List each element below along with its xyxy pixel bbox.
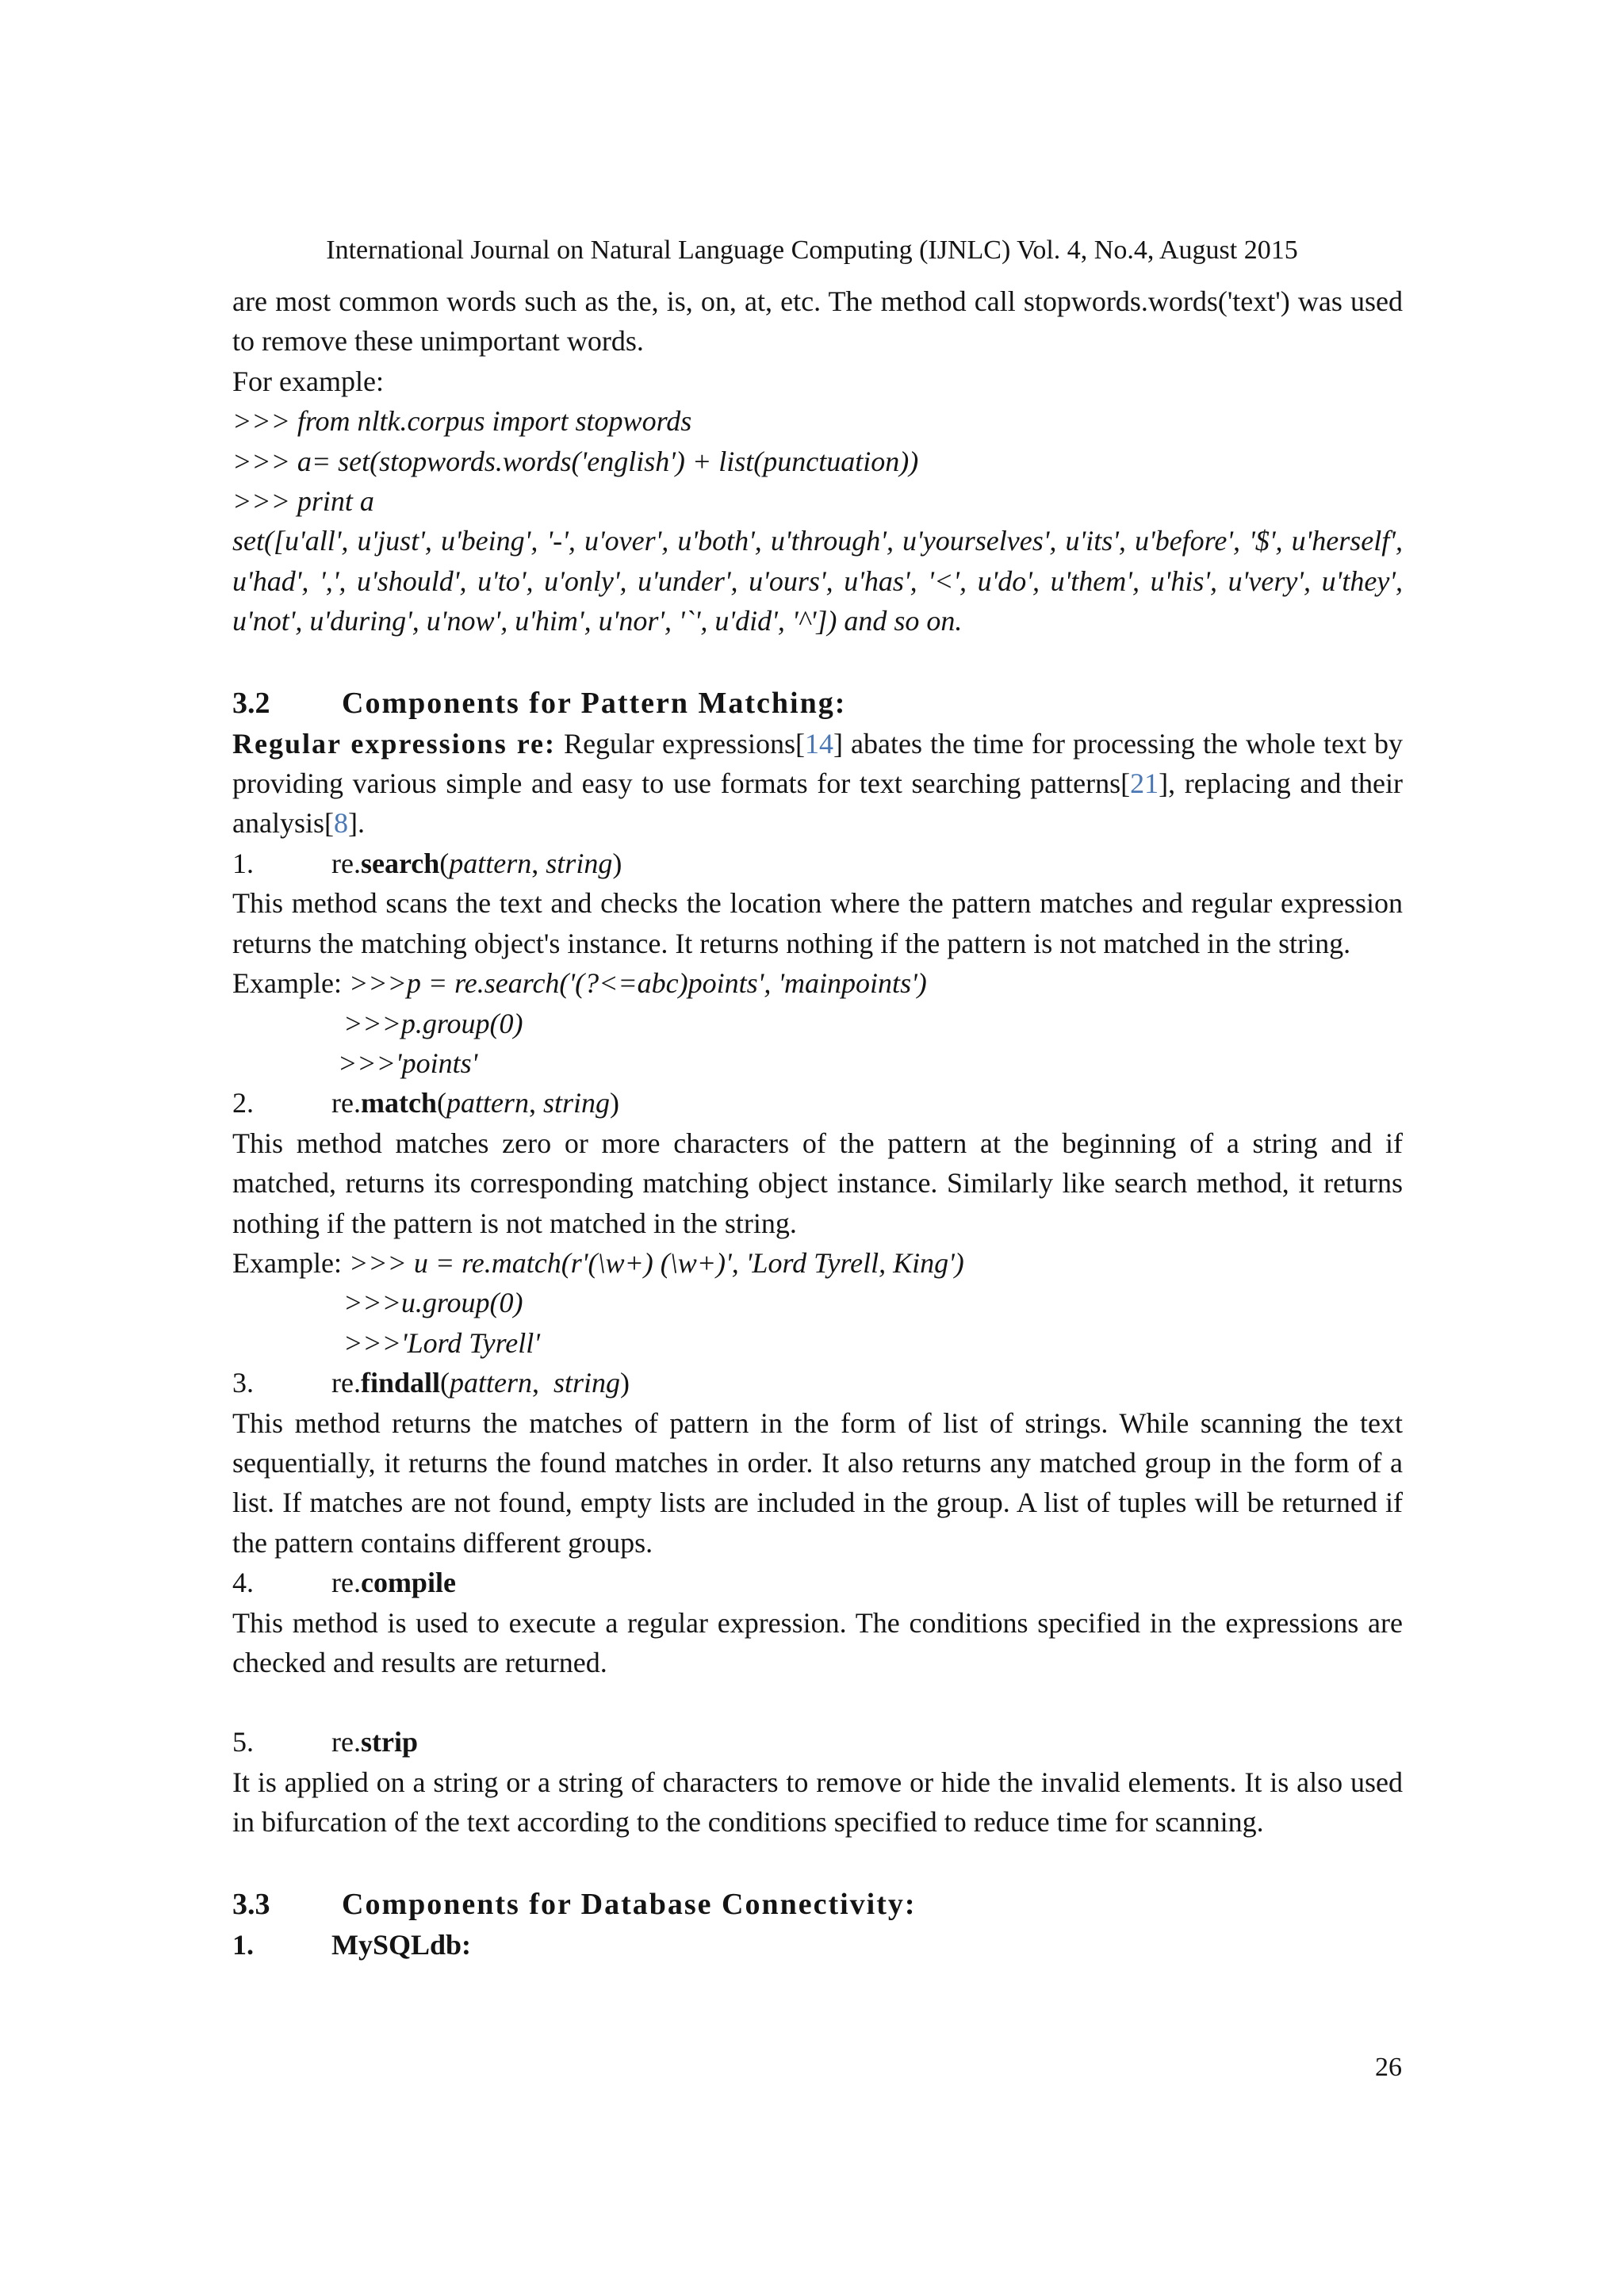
method-description: This method matches zero or more characters of the pattern at the beginning of a string and if matched, returns its corresponding matching object instance. Similarly like search method, it returns nothing if the pattern is not matched in the string. (232, 1127, 1403, 1239)
method-arg: string (542, 1087, 610, 1119)
method-prefix: re. (331, 1087, 361, 1119)
method-sep: , (528, 1087, 543, 1119)
method-arg: string (553, 1367, 621, 1399)
item-number: 4. (232, 1567, 254, 1599)
method-description: It is applied on a string or a string of characters to remove or hide the invalid elements. It is also used in bifurcation of the text according to the conditions specified to reduce time for scanning. (232, 1766, 1403, 1839)
example-label: Example: (232, 1246, 349, 1279)
regex-intro-text: ] abates the time for processing the whole text by providing various simple and easy to use formats for text searching patterns[ (232, 727, 1403, 800)
example-code: >>> u = re.match(r'(\w+) (\w+)', 'Lord Tyrell, King') (348, 1246, 964, 1279)
citation-link[interactable]: 14 (805, 727, 833, 760)
example-code-line: >>>u.group(0) (343, 1287, 523, 1319)
method-paren: ) (609, 1087, 619, 1119)
method-name: match (360, 1087, 437, 1119)
method-sep: , (531, 847, 546, 879)
method-name: findall (360, 1367, 441, 1399)
regex-intro-text: ], replacing and their analysis[ (232, 767, 1403, 840)
method-description: This method scans the text and checks the location where the pattern matches and regular expression returns the matching object's instance. It returns nothing if the pattern is not matched in the string. (232, 887, 1403, 959)
item-number: 1. (232, 847, 254, 879)
method-arg: pattern (450, 1367, 533, 1399)
method-paren: ) (612, 847, 622, 879)
regex-intro-paragraph (232, 724, 1403, 844)
regex-intro-text: ]. (347, 807, 365, 840)
method-item-strip (232, 1722, 1403, 1762)
section-heading-3-3 (232, 1884, 1403, 1925)
page-body (232, 281, 1403, 1965)
citation-link[interactable]: 8 (333, 807, 348, 840)
method-prefix: re. (331, 1567, 361, 1599)
method-prefix: re. (331, 1726, 361, 1758)
method-arg: string (546, 847, 613, 879)
db-item-mysqldb (232, 1925, 1403, 1965)
stopwords-intro-paragraph: are most common words such as the, is, on, at, etc. The method call stopwords.words('text') was used to remove these unimportant words. (232, 285, 1403, 358)
paragraph-gap (232, 1682, 1403, 1722)
example-code-line: >>>'Lord Tyrell' (343, 1326, 540, 1359)
item-number: 5. (232, 1726, 254, 1758)
section-heading-3-2 (232, 683, 1403, 724)
section-title: Components for Pattern Matching: (342, 686, 847, 720)
method-item-compile (232, 1563, 1403, 1602)
section-number: 3.3 (232, 1887, 270, 1921)
example-code: >>>p = re.search('(?<=abc)points', 'mainpoints') (348, 967, 927, 1000)
method-arg: pattern (446, 1087, 529, 1119)
method-description: This method is used to execute a regular expression. The conditions specified in the expressions are checked and results are returned. (232, 1606, 1403, 1678)
method-item-findall (232, 1363, 1403, 1402)
method-name: search (360, 847, 440, 879)
item-number: 3. (232, 1367, 254, 1399)
method-paren: ( (440, 1367, 450, 1399)
item-number: 2. (232, 1087, 254, 1119)
db-module-name: MySQLdb: (331, 1928, 472, 1961)
regex-lead-term: Regular expressions re: (232, 727, 557, 760)
method-paren: ) (620, 1367, 630, 1399)
running-header: International Journal on Natural Language Computing (IJNLC) Vol. 4, No.4, August 2015 (326, 235, 1298, 265)
method-arg: pattern (449, 847, 532, 879)
section-number: 3.2 (232, 686, 270, 720)
method-item-match (232, 1083, 1403, 1123)
method-prefix: re. (331, 847, 361, 879)
section-title: Components for Database Connectivity: (342, 1887, 917, 1921)
example-code-line: >>>p.group(0) (343, 1007, 523, 1039)
stopwords-output: set([u'all', u'just', u'being', '-', u'over', u'both', u'through', u'yourselves', u'its', u'before', '$', u'herself', u'had', ',', u'should', u'to', u'only', u'under', u'ours', u'has', '<', u'do', u'them', u'his', u'very', u'they', u'not', u'during', u'now', u'him', u'nor', '`', u'did', '^']) and so on. (232, 525, 1403, 637)
code-line-set: >>> a= set(stopwords.words('english') + list(punctuation)) (232, 445, 919, 477)
method-name: compile (360, 1567, 456, 1599)
code-line-print: >>> print a (232, 485, 374, 518)
method-description: This method returns the matches of pattern in the form of list of strings. While scanning the text sequentially, it returns the found matches in order. It also returns any matched group in the form of a list. If matches are not found, empty lists are included in the group. A list of tuples will be returned if the pattern contains different groups. (232, 1406, 1403, 1559)
method-paren: ( (439, 847, 450, 879)
page-number: 26 (1375, 2053, 1402, 2082)
method-prefix: re. (331, 1367, 361, 1399)
method-sep: , (532, 1367, 554, 1399)
example-line (232, 963, 1403, 1003)
regex-intro-text: Regular expressions[ (556, 727, 805, 760)
example-code-line: >>>'points' (338, 1047, 478, 1079)
method-paren: ( (436, 1087, 446, 1119)
method-item-search (232, 844, 1403, 883)
method-name: strip (360, 1726, 418, 1758)
example-label: Example: (232, 967, 349, 1000)
item-number: 1. (232, 1928, 254, 1961)
for-example-label: For example: (232, 365, 384, 397)
code-line-import: >>> from nltk.corpus import stopwords (232, 405, 692, 438)
citation-link[interactable]: 21 (1130, 767, 1159, 800)
example-line (232, 1243, 1403, 1283)
